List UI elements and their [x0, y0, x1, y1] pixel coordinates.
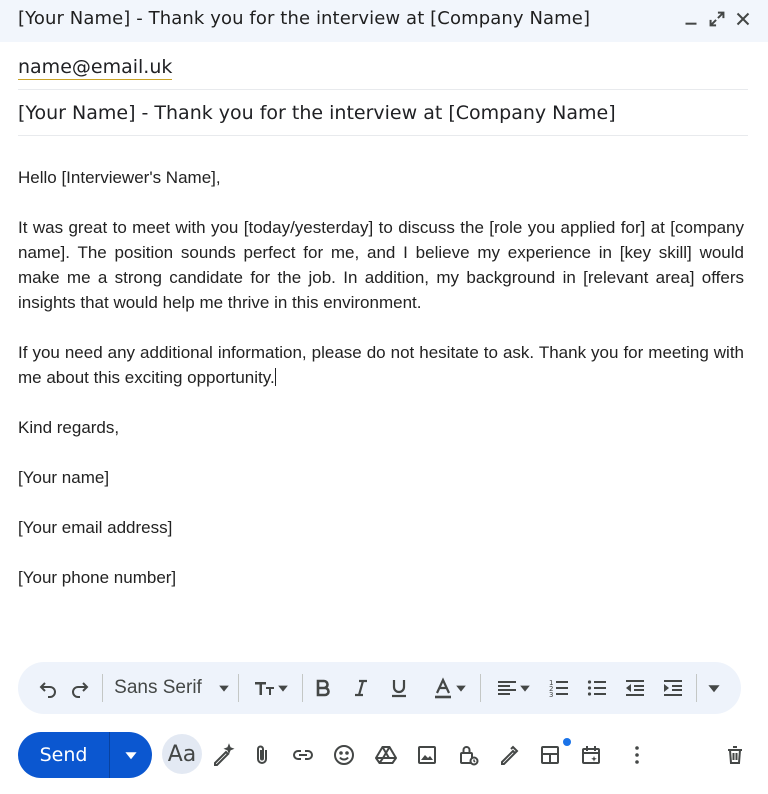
bulleted-list-icon[interactable]: [584, 674, 610, 702]
notification-dot: [563, 738, 571, 746]
help-me-write-icon[interactable]: [207, 739, 239, 771]
send-button[interactable]: Send: [18, 732, 110, 778]
subject-field[interactable]: [18, 90, 748, 136]
minimize-icon[interactable]: [680, 8, 702, 30]
discard-icon[interactable]: [719, 739, 751, 771]
chevron-down-icon: [455, 682, 467, 694]
toolbar-divider: [238, 674, 239, 702]
send-options-icon[interactable]: [110, 732, 152, 778]
toolbar-divider: [302, 674, 303, 702]
numbered-list-icon[interactable]: [546, 674, 572, 702]
indent-more-icon[interactable]: [660, 674, 686, 702]
svg-text:1: 1: [549, 679, 554, 687]
toolbar-divider: [696, 674, 697, 702]
text-color-icon[interactable]: [426, 674, 472, 702]
formatting-toolbar: [18, 662, 741, 714]
toolbar-divider: [102, 674, 103, 702]
link-icon[interactable]: [287, 739, 319, 771]
confidential-icon[interactable]: [452, 739, 484, 771]
photo-icon[interactable]: [411, 739, 443, 771]
subject-input[interactable]: [Your Name] - Thank you for the interview at [Company Name]: [18, 102, 616, 124]
recipients-field[interactable]: [18, 44, 748, 90]
window-title: [Your Name] - Thank you for the interview at [Company Name]: [18, 8, 591, 29]
text-cursor: [275, 368, 276, 386]
font-family-select[interactable]: [112, 674, 232, 702]
font-size-icon[interactable]: [248, 674, 294, 702]
redo-icon[interactable]: [68, 674, 92, 702]
body-paragraph: It was great to meet with you [today/yesterday] to discuss the [role you applied for] at [company name]. The position sounds perfect for me, and I believe my experience in [key skill] would make me a strong candidate for the job. In addition, my background in [relevant area] offers insights that would help me thrive in this environment.: [18, 218, 744, 312]
font-family-label: Sans Serif: [114, 677, 202, 698]
underline-icon[interactable]: [386, 674, 412, 702]
body-paragraph-2: [18, 340, 744, 390]
schedule-icon[interactable]: [575, 739, 607, 771]
greeting-line: Hello [Interviewer's Name],: [18, 168, 221, 187]
svg-text:3: 3: [549, 691, 554, 699]
compose-actions-bar: [0, 726, 768, 786]
signature-email: [Your email address]: [18, 518, 173, 537]
signature-phone: [Your phone number]: [18, 568, 177, 587]
italic-icon[interactable]: [348, 674, 374, 702]
close-icon[interactable]: [732, 8, 754, 30]
svg-text:2: 2: [549, 685, 554, 693]
more-options-icon[interactable]: [621, 739, 653, 771]
message-body[interactable]: [18, 165, 744, 590]
emoji-icon[interactable]: [328, 739, 360, 771]
drive-icon[interactable]: [370, 739, 402, 771]
formatting-options-button[interactable]: Aa: [162, 734, 202, 774]
expand-icon[interactable]: [706, 8, 728, 30]
body-paragraph-text: If you need any additional information, please do not hesitate to ask. Thank you for meeting with me about this exciting opportunity.: [18, 343, 744, 387]
recipient-chip[interactable]: name@email.uk: [18, 56, 173, 78]
align-icon[interactable]: [490, 674, 536, 702]
signature-name: [Your name]: [18, 468, 110, 487]
compose-title-bar[interactable]: [0, 0, 768, 42]
send-button-group: [18, 732, 152, 778]
attach-icon[interactable]: [246, 739, 278, 771]
chevron-down-icon: [218, 682, 230, 694]
indent-less-icon[interactable]: [622, 674, 648, 702]
undo-icon[interactable]: [36, 674, 60, 702]
closing-line: Kind regards,: [18, 418, 120, 437]
chevron-down-icon: [277, 682, 289, 694]
chevron-down-icon: [519, 682, 531, 694]
toolbar-divider: [480, 674, 481, 702]
signature-icon[interactable]: [493, 739, 525, 771]
bold-icon[interactable]: [310, 674, 336, 702]
layouts-icon[interactable]: [534, 739, 566, 771]
more-formatting-icon[interactable]: [702, 674, 726, 702]
